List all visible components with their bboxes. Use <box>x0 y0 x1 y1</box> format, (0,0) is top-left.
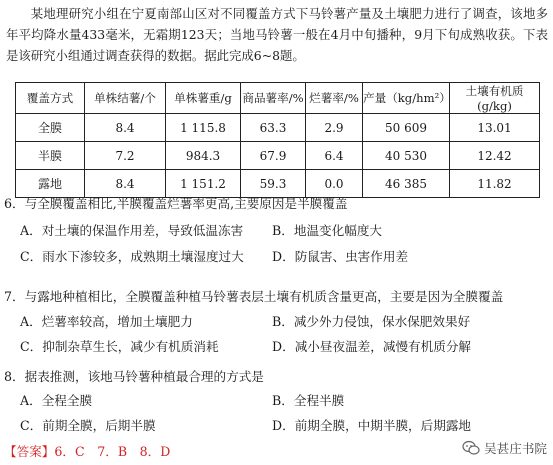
question-8-option-c: C．前期全膜，后期半膜 <box>20 418 156 433</box>
table-cell: 46 385 <box>363 170 450 198</box>
question-7-option-b: B．减少外力侵蚀，保水保肥效果好 <box>272 314 471 329</box>
table-cell: 11.82 <box>450 170 540 198</box>
question-7-option-a: A．烂薯率较高，增加土壤肥力 <box>20 314 193 329</box>
question-6-option-d: D．防鼠害、虫害作用差 <box>272 249 409 264</box>
table-cell: 8.4 <box>85 114 166 142</box>
table-cell: 1 151.2 <box>166 170 241 198</box>
question-7-option-c: C．抑制杂草生长，减少有机质消耗 <box>20 339 219 354</box>
data-table <box>15 82 540 198</box>
chat-bubble-icon <box>462 440 480 456</box>
question-7-stem: 7．与露地种植相比，全膜覆盖种植马铃薯表层土壤有机质含量更高，主要是因为全膜覆盖 <box>4 289 504 304</box>
table-cell: 半膜 <box>16 142 85 170</box>
question-8-option-a: A．全程全膜 <box>20 393 93 408</box>
header-cell: 单株结薯/个 <box>85 83 166 114</box>
header-cell: 产量（kg/hm²） <box>363 83 450 114</box>
table-cell: 59.3 <box>241 170 306 198</box>
table-cell: 12.42 <box>450 142 540 170</box>
header-cell: 土壤有机质(g/kg) <box>450 83 540 114</box>
table-cell: 67.9 <box>241 142 306 170</box>
table-cell: 40 530 <box>363 142 450 170</box>
header-cell: 单株薯重/g <box>166 83 241 114</box>
table-cell: 全膜 <box>16 114 85 142</box>
table-cell: 63.3 <box>241 114 306 142</box>
question-7-option-d: D．减小昼夜温差，减慢有机质分解 <box>272 339 472 354</box>
table-cell: 6.4 <box>306 142 363 170</box>
header-cell: 覆盖方式 <box>16 83 85 114</box>
header-cell: 烂薯率/% <box>306 83 363 114</box>
question-6-option-c: C．雨水下渗较多，成熟期土壤湿度过大 <box>20 249 244 264</box>
table-cell: 7.2 <box>85 142 166 170</box>
table-header-row <box>16 83 540 114</box>
table-row <box>16 142 540 170</box>
table-row <box>16 114 540 142</box>
header-cell: 商品薯率/% <box>241 83 306 114</box>
answer-key: 【答案】6．C 7．B 8．D <box>4 444 171 459</box>
table-cell: 露地 <box>16 170 85 198</box>
table-cell: 8.4 <box>85 170 166 198</box>
table-cell: 984.3 <box>166 142 241 170</box>
table-cell: 0.0 <box>306 170 363 198</box>
intro-paragraph: 某地理研究小组在宁夏南部山区对不同覆盖方式下马铃薯产量及土壤肥力进行了调查，该地多年平均降水量433毫米，无霜期123天；当地马铃薯一般在4月中旬播种，9月下旬成熟收获。下表是该研究小组通过调查获得的数据。据此完成6~8题。 <box>6 6 548 63</box>
question-8-option-d: D．前期全膜，中期半膜，后期露地 <box>272 418 472 433</box>
table-cell: 13.01 <box>450 114 540 142</box>
question-6-option-a: A．对土壤的保温作用差，导致低温冻害 <box>20 223 244 238</box>
watermark-label: 吴甚庄书院 <box>484 441 547 456</box>
table-cell: 1 115.8 <box>166 114 241 142</box>
table-cell: 50 609 <box>363 114 450 142</box>
question-8-option-b: B．全程半膜 <box>272 393 345 408</box>
question-8-stem: 8．据表推测，该地马铃薯种植最合理的方式是 <box>4 369 264 384</box>
watermark <box>462 438 547 457</box>
table-cell: 2.9 <box>306 114 363 142</box>
question-6-stem: 6．与全膜覆盖相比,半膜覆盖烂薯率更高,主要原因是半膜覆盖 <box>4 196 348 211</box>
question-6-option-b: B．地温变化幅度大 <box>272 223 383 238</box>
